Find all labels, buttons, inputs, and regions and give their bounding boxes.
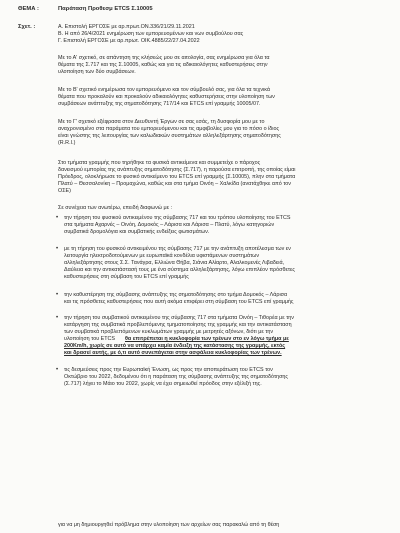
bullet-marker: • <box>56 246 59 252</box>
bullet-3-line: και τις πρόσθετες καθυστερήσεις που αυτή ακόμα επιφέρει στη σύμβαση του ETCS επί γραμμής <box>64 299 294 305</box>
reference-b: Β. Η από 26/4/2021 ενημέρωση των εμπορευομένων και νων συμβούλου σας <box>58 31 244 37</box>
paragraph-1-line: θέματα της Σ.717 και της Σ.10005, καθώς και για τις αδικαιολόγητες καθυστερήσεις στην <box>58 62 268 68</box>
paragraph-2-line: συμβάσεων ανάπτυξης της σηματοδότησης 717/14 και ETCS επί γραμμής 10005/07. <box>58 101 261 107</box>
paragraph-4-line: Στο τμήματα γραμμής που τηρήθηκε τα φυσικά αντικείμενα και συμμετείχε ο πάροχος <box>58 160 261 166</box>
bullet-marker: • <box>56 367 59 373</box>
bullet-4-line: κατάργηση της συμβατικά προβλεπόμενης τμηματοποίησης της γραμμής και την αντικατάσταση <box>64 322 292 328</box>
paragraph-5: Σε συνέχεια των ανωτέρω, επειδή διαφωνώ με : <box>58 205 172 211</box>
paragraph-4-line: ΟΣΕ) <box>58 188 71 194</box>
bullet-1-line: στα τμήματα Αχαρνές – Οινόη, Δομοκός – Λάρισα και Λάρισα – Πλατύ, λόγω κατηγοριών <box>64 222 275 228</box>
closing-line: για να μη δημιουργηθεί πρόβλημα στην υλοποίηση των αρχείων σας παρακαλώ από τη θέση <box>58 522 280 528</box>
emphasis-line: και δρασεί αυτής, με ό,τι αυτό συνεπάγεται στην ασφάλεια κυκλοφορίας των τρένων. <box>64 350 282 356</box>
bullet-4-line: των συμβατικά προβλεπόμενων κυκλωμάτων γραμμής με μετρητές αξόνων, διότι με την <box>64 329 274 335</box>
reference-c: Γ. Επιστολή ΕΡΓΟΣΕ με αρ.πρωτ. ΟΙΚ.4885/22/27.04.2022 <box>58 38 200 44</box>
paragraph-4-line: Πρόεδρος, ολοκλήρωσε το φυσικό αντικείμενο του ETCS επί γραμμής (Σ.10005), πλην στα τμήματα <box>58 174 296 180</box>
paragraph-2-line: θέματα που προκαλούν και προκαλούν αδικαιολόγητες καθυστερήσεις στην υλοποίηση των <box>58 94 275 100</box>
bullet-2-line: αλληλεξάρτησης στους Σ.Σ. Τανάγρα, Ελλιώνα Θήβα, Σιάνια Αλίαρτο, Αλαλκομενές Λιβαδειά, <box>64 260 285 266</box>
bullet-3-line: την καθυστέρηση της σύμβασης ανάπτυξης της σηματοδότησης στο τμήμα Δομοκός – Λάρισα <box>64 292 288 298</box>
paragraph-1-line: υλοποίηση των δύο συμβάσεων. <box>58 69 136 75</box>
bullet-5-line: Οκτώβριο του 2022, δεδομένου ότι η παράταση της σύμβασης ανάπτυξης της σηματοδότησης <box>64 374 288 380</box>
paragraph-4-line: Πλατύ – Θεσσαλονίκη – Προμαχώνα, καθώς και στα τμήμα Οινόη – Χαλκίδα (ανατάχθηκε από τον <box>58 181 291 187</box>
paragraph-4-line: δανεισμού εμπορίας της ανάπτυξης σηματοδότησης (Σ.717), η παρούσα επιτροπή, της οποίας είμαι <box>58 167 296 173</box>
reference-a: Α. Επιστολή ΕΡΓΟΣΕ με αρ.πρωτ.ΟΝ.336/21/29.11.2021 <box>58 24 195 30</box>
bullet-2-line: με τη τήρηση του φυσικού αντικειμένου της σύμβασης 717 με την ανάπτυξη αποτέλεσμα των εν <box>64 246 291 252</box>
bullet-4-line: την τήρηση του συμβατικού αντικειμένου της σύμβασης 717 στα τμήματα Οινόη – Τιθορέα με την <box>64 315 294 321</box>
bullet-marker: • <box>56 315 59 321</box>
bullet-2-line: λειτουργία ηλεκτροδοτούμενων με ευρωπαϊκά κονδέλια υφιστάμενων συστημάτων <box>64 253 260 259</box>
subject-label: ΘΕΜΑ : <box>18 6 39 12</box>
emphasis-lead: θα επιτρέπεται η κυκλοφορία των τρένων στο εν λόγω τμήμα με <box>125 336 289 342</box>
paragraph-3-line: αναχρονισμένο στα παράματα του εμπορευόμενου και τις αμφιβολίες μου για το πόσο ο ίδιος <box>58 126 280 132</box>
bullet-marker: • <box>56 292 59 298</box>
bullet-4-line-start: υλοποίηση του ETCS <box>64 336 116 342</box>
paragraph-3-line: είναι γνώστης της λειτουργίας των καλωδιακών συστημάτων αλληλεξάρτησης σηματοδότησης <box>58 133 281 139</box>
paragraph-3-line: (R.R.I.) <box>58 140 76 146</box>
paragraph-1-line: Με το Α' σχετικό, σε απάντηση της κλήσεώς μου σε αιτολογία, σας ενημέρωσα για όλα τα <box>58 55 270 61</box>
bullet-1-line: την τήρηση του φυσικού αντικειμένου της σύμβασης 717 και του τρόπου υλοποίησης του ETCS <box>64 215 291 221</box>
bullet-1-line: συμβατικά δρομολόγια και συμβατικής ενδείξεις φωτισμάτων. <box>64 229 210 235</box>
bullet-5-line: (Σ.717) λήγει το Μάιο του 2022, χωρίς να έχει σημειωθεί πρόοδος στην εξέλιξή της. <box>64 381 262 387</box>
subject-text: Παράταση Προθεσμ ETCS Σ.10005 <box>58 6 153 12</box>
paragraph-2-line: Με το Β' σχετικό ενημέρωσα τον εμπορευόμενο και τον σύμβουλό σας, για όλα τα τεχνικά <box>58 87 270 93</box>
bullet-marker: • <box>56 215 59 221</box>
references-label: Σχετ. : <box>18 24 36 30</box>
paragraph-3-line: Με το Γ' σχετικό εξέφρασα στον Διευθυντή Έργων σε σας εσάς, τη δυσφορία μου με το <box>58 119 265 125</box>
bullet-2-line: καθυστερήσεις στη σύμβαση του ETCS επί γραμμής <box>64 274 189 280</box>
bullet-2-line: Δαύλεια και την αντικατάστασή τους με ένα σύστημα αλληλεξάρτησης, λόγω επιπλέον πρόσθετες <box>64 267 295 273</box>
emphasis-line: 200Km/h, χωρίς σε αυτό να υπάρχει καμία ένδειξη της κατάστασης της γραμμής, εκτός <box>64 343 286 349</box>
bullet-5-line: τις δεσμεύσεις προς την Ευρωπαϊκή Ένωση, ως προς την αποπεράτωση του ETCS τον <box>64 367 273 373</box>
